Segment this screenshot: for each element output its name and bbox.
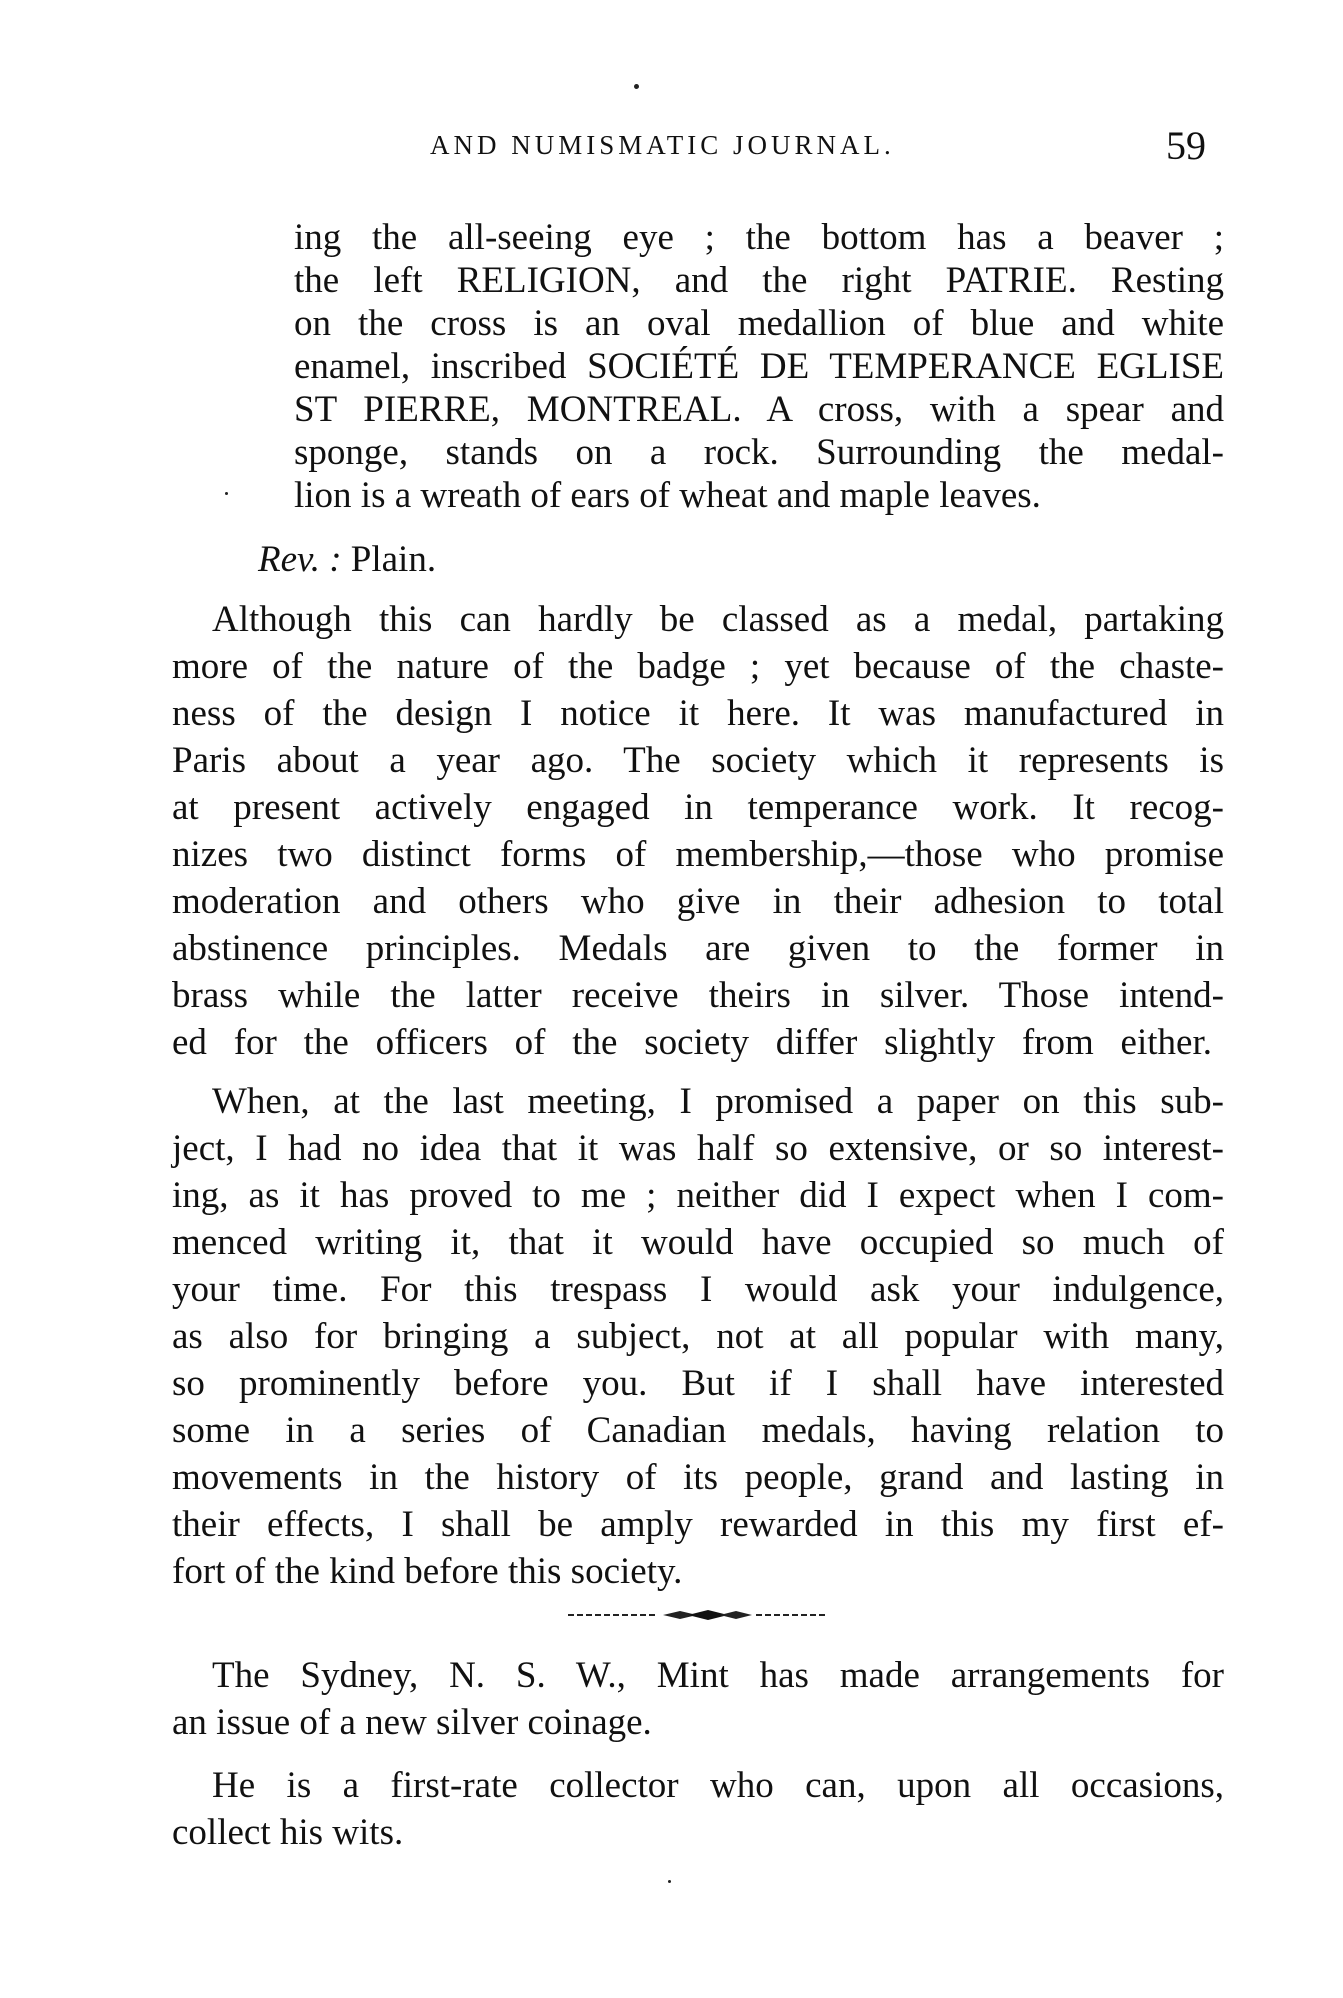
- speck-mark: [634, 84, 639, 89]
- paragraph-line: ing, as it has proved to me ; neither did I expect when I com-: [172, 1175, 1224, 1216]
- paragraph-line: brass while the latter receive theirs in silver. Those intend-: [172, 975, 1224, 1016]
- description-line: on the cross is an oval medallion of blue and white: [294, 303, 1224, 344]
- description-line: enamel, inscribed SOCIÉTÉ DE TEMPERANCE EGLISE: [294, 346, 1224, 387]
- reverse-label: Rev. :: [258, 539, 342, 580]
- description-line: lion is a wreath of ears of wheat and maple leaves.: [294, 475, 1041, 516]
- description-line: sponge, stands on a rock. Surrounding the medal-: [294, 432, 1224, 473]
- paragraph-line: moderation and others who give in their adhesion to total: [172, 881, 1224, 922]
- paragraph-line: Although this can hardly be classed as a medal, partaking: [212, 599, 1224, 640]
- paragraph-line: at present actively engaged in temperance work. It recog-: [172, 787, 1224, 828]
- ornament-divider: [568, 1608, 826, 1622]
- paragraph-line: ness of the design I notice it here. It was manufactured in: [172, 693, 1224, 734]
- paragraph-line: abstinence principles. Medals are given to the former in: [172, 928, 1224, 969]
- note-line: an issue of a new silver coinage.: [172, 1702, 652, 1743]
- paragraph-line: so prominently before you. But if I shall have interested: [172, 1363, 1224, 1404]
- note-line: collect his wits.: [172, 1812, 404, 1853]
- paragraph-line: as also for bringing a subject, not at all popular with many,: [172, 1316, 1224, 1357]
- reverse-line: [258, 538, 436, 582]
- paragraph-line: your time. For this trespass I would ask your indulgence,: [172, 1269, 1224, 1310]
- paragraph-line: ject, I had no idea that it was half so extensive, or so interest-: [172, 1128, 1224, 1169]
- paragraph-line: nizes two distinct forms of membership,—those who promise: [172, 834, 1224, 875]
- paragraph-line: their effects, I shall be amply rewarded in this my first ef-: [172, 1504, 1224, 1545]
- paragraph-line: some in a series of Canadian medals, having relation to: [172, 1410, 1224, 1451]
- reverse-value: Plain.: [350, 539, 437, 580]
- page-number: 59: [1166, 123, 1206, 168]
- paragraph-line: When, at the last meeting, I promised a paper on this sub-: [212, 1081, 1224, 1122]
- running-head: AND NUMISMATIC JOURNAL.: [430, 130, 895, 160]
- description-line: ST PIERRE, MONTREAL. A cross, with a spear and: [294, 389, 1224, 430]
- description-line: the left RELIGION, and the right PATRIE. Resting: [294, 260, 1224, 301]
- paragraph-line: more of the nature of the badge ; yet because of the chaste-: [172, 646, 1224, 687]
- paragraph-line: fort of the kind before this society.: [172, 1551, 683, 1592]
- paragraph-line: movements in the history of its people, grand and lasting in: [172, 1457, 1224, 1498]
- note-line: The Sydney, N. S. W., Mint has made arrangements for: [212, 1655, 1224, 1696]
- paragraph-line: menced writing it, that it would have occupied so much of: [172, 1222, 1224, 1263]
- paragraph-line: Paris about a year ago. The society which it represents is: [172, 740, 1224, 781]
- speck-mark: [225, 492, 228, 495]
- note-line: He is a first-rate collector who can, upon all occasions,: [212, 1765, 1224, 1806]
- speck-mark: [668, 1880, 671, 1883]
- paragraph-line: ed for the officers of the society differ slightly from either.: [172, 1022, 1212, 1063]
- description-line: ing the all-seeing eye ; the bottom has a beaver ;: [294, 217, 1224, 258]
